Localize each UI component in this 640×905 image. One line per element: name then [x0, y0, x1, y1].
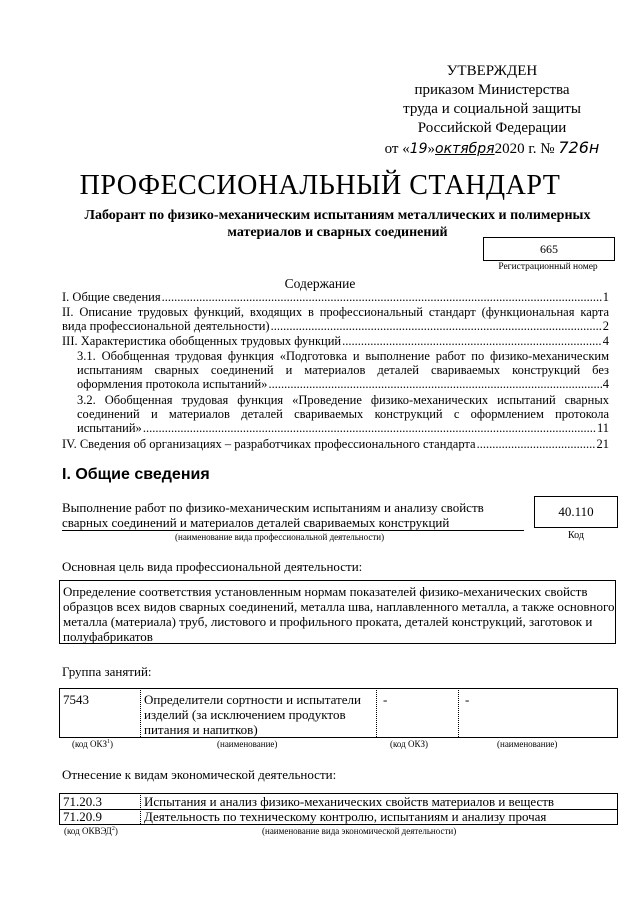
goal-box: [59, 580, 616, 644]
econ-label: Отнесение к видам экономической деятельности:: [62, 767, 337, 782]
activity-line-1: Выполнение работ по физико-механическим испытаниям и анализу свойств: [62, 500, 484, 515]
group-caption-name-2: (наименование): [497, 739, 558, 749]
footnote-ref: 1: [107, 739, 110, 745]
toc-item-text: I. Общие сведения: [62, 290, 161, 304]
econ-caption-code: [64, 826, 118, 836]
caption-text: ): [114, 826, 118, 836]
document-title: ПРОФЕССИОНАЛЬНЫЙ СТАНДАРТ: [79, 170, 561, 201]
toc-item-page: 21: [596, 437, 609, 451]
group-name-1: [144, 692, 374, 737]
date-quote: »: [427, 141, 436, 157]
date-year: 2020 г. №: [494, 141, 555, 157]
group-name-1-line-3: питания и напитков): [144, 722, 258, 737]
group-caption-code-1: [72, 739, 113, 749]
subtitle-line-2: материалов и сварных соединений: [227, 225, 448, 240]
group-name-2: -: [465, 692, 470, 707]
toc-heading: Содержание: [284, 276, 356, 291]
date-day: 19: [409, 141, 428, 157]
approval-date-line: [372, 138, 612, 159]
toc-item-text: соединений и материалов деталей свариваемых конструкций с оформлением протокола: [77, 407, 609, 421]
goal-line-2: образцов всех видов сварных соединений, металла шва, наплавленного металла, а также основного: [63, 599, 615, 614]
toc-item-page: 1: [602, 290, 609, 304]
table-divider: [140, 793, 141, 824]
goal-label: Основная цель вида профессиональной деятельности:: [62, 559, 363, 574]
toc-item-text: 3.2. Обобщенная трудовая функция «Проведение физико-механических испытаний сварных: [77, 393, 609, 407]
section-heading: I. Общие сведения: [62, 466, 210, 483]
goal-line-3: металла (материала) труб, листового и профильного проката, деталей конструкций, заготовок и: [63, 614, 593, 629]
activity-caption: (наименование вида профессиональной деятельности): [175, 532, 385, 542]
activity-underline: [62, 530, 524, 531]
table-divider: [458, 688, 459, 737]
approval-line-labor: труда и социальной защиты: [403, 101, 581, 117]
goal-line-1: Определение соответствия установленным нормам показателей физико-механических свойств: [63, 584, 588, 599]
date-month: октября: [435, 141, 495, 157]
caption-text: ): [110, 739, 113, 749]
group-caption-code-2: (код ОКЗ): [390, 739, 428, 749]
group-name-1-line-2: изделий (за исключением продуктов: [144, 707, 346, 722]
toc-item-page: 2: [602, 319, 609, 333]
document-subtitle: [50, 207, 625, 241]
footnote-ref: 2: [111, 826, 115, 832]
approval-line-federation: Российской Федерации: [417, 120, 567, 136]
activity-name: [62, 500, 532, 530]
caption-text: (код ОКВЭД: [64, 826, 112, 836]
toc-item-page: 11: [596, 421, 609, 435]
toc-item-3-1[interactable]: [77, 349, 609, 391]
econ-name-1: Испытания и анализ физико-механических свойств материалов и веществ: [144, 794, 555, 809]
toc-item-page: 4: [602, 377, 609, 391]
approval-title: УТВЕРЖДЕН: [446, 63, 538, 79]
econ-name-2: Деятельность по техническому контролю, испытаниям и анализу прочая: [144, 809, 547, 824]
group-caption-name-1: (наименование): [217, 739, 278, 749]
activity-line-2: сварных соединений и материалов деталей свариваемых конструкций: [62, 515, 450, 530]
econ-code-1: 71.20.3: [63, 794, 102, 809]
group-label: Группа занятий:: [62, 664, 152, 679]
toc-item-page: 4: [602, 334, 609, 348]
toc-item-text: IV. Сведения об организациях – разработчиках профессионального стандарта: [62, 437, 476, 451]
econ-code-2: 71.20.9: [63, 809, 102, 824]
order-number: 726н: [558, 138, 600, 157]
activity-code-caption: Код: [568, 530, 584, 541]
registration-number-box: 665: [483, 237, 615, 261]
toc-item-text: 3.1. Обобщенная трудовая функция «Подготовка и выполнение работ по физико-механическим: [77, 349, 609, 363]
registration-number-label: Регистрационный номер: [498, 262, 598, 272]
table-divider: [140, 688, 141, 737]
goal-line-4: полуфабрикатов: [63, 629, 153, 644]
activity-code-box: 40.110: [534, 496, 618, 528]
toc-item-text: оформления протокола испытаний»: [77, 377, 268, 391]
toc-item-text: испытаниям сварных соединений и материалов деталей свариваемых конструкций без: [77, 363, 609, 377]
date-prefix: от «: [384, 141, 410, 157]
toc-item-text: III. Характеристика обобщенных трудовых функций: [62, 334, 342, 348]
group-code-2: -: [383, 692, 388, 707]
toc-item-4[interactable]: [62, 437, 609, 451]
approval-block: [372, 62, 612, 159]
group-code-1: 7543: [63, 692, 89, 707]
toc-item-text: испытаний»: [77, 421, 142, 435]
subtitle-line-1: Лаборант по физико-механическим испытаниям металлических и полимерных: [84, 208, 591, 223]
occupation-group-table: [59, 688, 618, 738]
econ-caption-name: (наименование вида экономической деятельности): [262, 826, 457, 836]
toc-item-text: вида профессиональной деятельности): [62, 319, 270, 333]
approval-line-ministry: приказом Министерства: [414, 82, 570, 98]
toc-item-2[interactable]: [62, 305, 609, 333]
caption-text: (код ОКЗ: [72, 739, 107, 749]
group-name-1-line-1: Определители сортности и испытатели: [144, 692, 361, 707]
toc-item-3[interactable]: [62, 334, 609, 348]
toc-item-3-2[interactable]: [77, 393, 609, 435]
table-divider: [376, 688, 377, 737]
toc-item-text: II. Описание трудовых функций, входящих в профессиональный стандарт (функциональная карта: [62, 305, 609, 319]
toc-item-1[interactable]: [62, 290, 609, 304]
econ-activity-table: [59, 793, 618, 825]
